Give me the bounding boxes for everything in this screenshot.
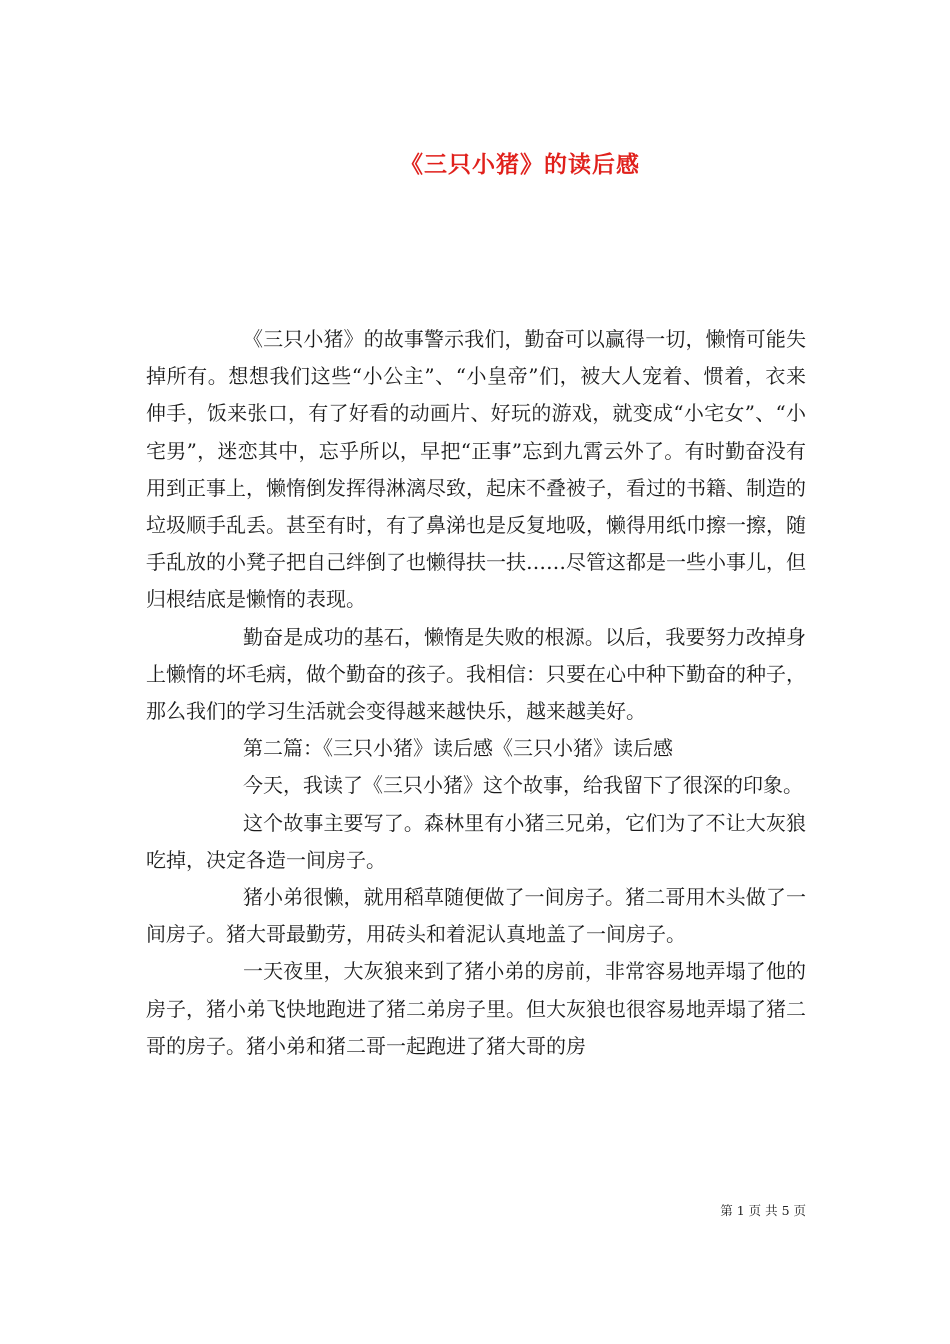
paragraph: 这个故事主要写了。森林里有小猪三兄弟，它们为了不让大灰狼吃掉，决定各造一间房子。 xyxy=(146,810,806,872)
document-body xyxy=(146,321,806,1065)
page-number: 第 1 页 共 5 页 xyxy=(720,1203,806,1218)
paragraph: 猪小弟很懒，就用稻草随便做了一间房子。猪二哥用木头做了一间房子。猪大哥最勤劳，用砖头和着泥认真地盖了一间房子。 xyxy=(146,885,806,947)
paragraph: 一天夜里，大灰狼来到了猪小弟的房前，非常容易地弄塌了他的房子，猪小弟飞快地跑进了猪二弟房子里。但大灰狼也很容易地弄塌了猪二哥的房子。猪小弟和猪二哥一起跑进了猪大哥的房 xyxy=(146,959,806,1058)
paragraph: 《三只小猪》的故事警示我们，勤奋可以赢得一切，懒惰可能失掉所有。想想我们这些“小公主”、“小皇帝”们，被大人宠着、惯着，衣来伸手，饭来张口，有了好看的动画片、好玩的游戏，就变成“小宅女”、“小宅男”，迷恋其中，忘乎所以，早把“正事”忘到九霄云外了。有时勤奋没有用到正事上，懒惰倒发挥得淋漓尽致，起床不叠被子，看过的书籍、制造的垃圾顺手乱丢。甚至有时，有了鼻涕也是反复地吸，懒得用纸巾擦一擦，随手乱放的小凳子把自己绊倒了也懒得扶一扶……尽管这都是一些小事儿，但归根结底是懒惰的表现。 xyxy=(146,327,806,612)
paragraph: 勤奋是成功的基石，懒惰是失败的根源。以后，我要努力改掉身上懒惰的坏毛病，做个勤奋的孩子。我相信：只要在心中种下勤奋的种子，那么我们的学习生活就会变得越来越快乐，越来越美好。 xyxy=(146,624,806,724)
section-heading: 第二篇：《三只小猪》读后感《三只小猪》读后感 xyxy=(243,736,673,761)
document-title: 《三只小猪》的读后感 xyxy=(400,151,640,179)
paragraph: 今天，我读了《三只小猪》这个故事，给我留下了很深的印象。 xyxy=(243,773,803,798)
